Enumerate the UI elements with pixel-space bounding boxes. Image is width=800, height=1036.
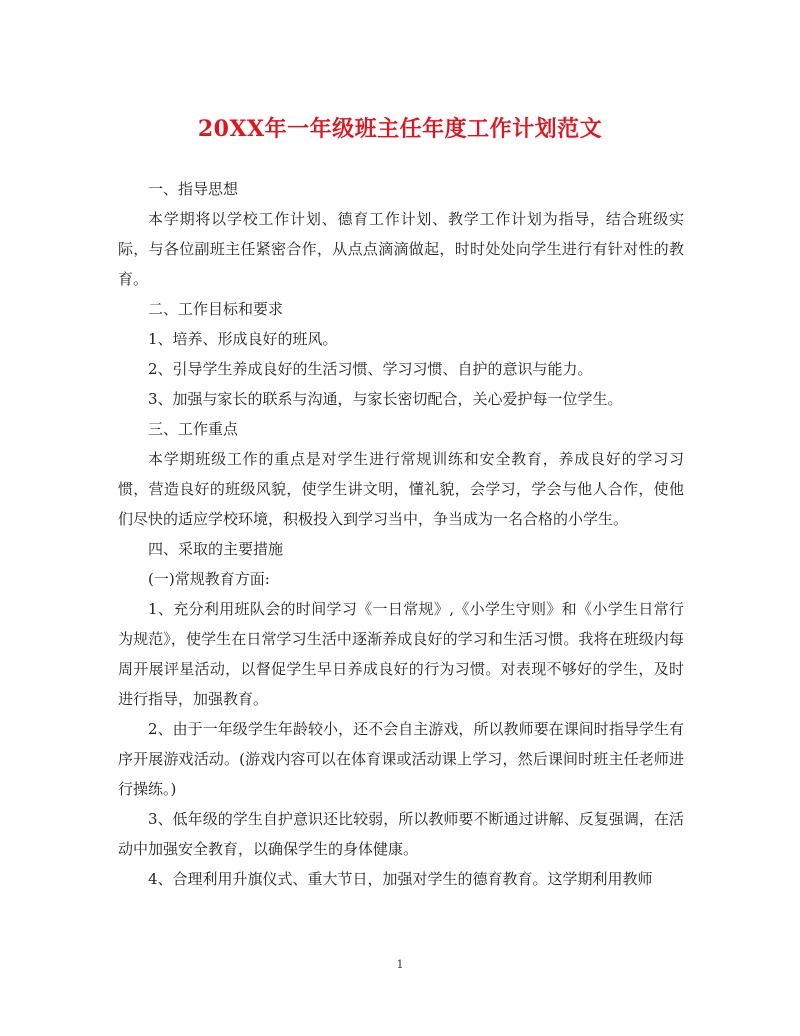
list-item-goal-3: 3、加强与家长的联系与沟通，与家长密切配合，关心爱护每一位学生。 (148, 390, 623, 408)
list-item-goal-2: 2、引导学生养成良好的生活习惯、学习习惯、自护的意识与能力。 (148, 360, 593, 378)
list-item-measure-4: 4、合理利用升旗仪式、重大节日，加强对学生的德育教育。这学期利用教师 (148, 870, 653, 888)
document-body (118, 174, 684, 894)
section-heading-measures: 四、采取的主要措施 (148, 540, 284, 558)
list-item-measure-3: 3、低年级的学生自护意识还比较弱，所以教师要不断通过讲解、反复强调，在活动中加强安全教育，以确保学生的身体健康。 (118, 810, 684, 858)
paragraph-focus: 本学期班级工作的重点是对学生进行常规训练和安全教育，养成良好的学习习惯，营造良好的班级风貌，使学生讲文明，懂礼貌，会学习，学会与他人合作，使他们尽快的适应学校环境，积极投入到学习当中，争当成为一名合格的小学生。 (118, 450, 684, 528)
subsection-heading-routine-education: (一)常规教育方面: (148, 570, 270, 588)
section-heading-goals: 二、工作目标和要求 (148, 300, 284, 318)
list-item-measure-1: 1、充分利用班队会的时间学习《一日常规》,《小学生守则》和《小学生日常行为规范》，使学生在日常学习生活中逐渐养成良好的学习和生活习惯。我将在班级内每周开展评星活动，以督促学生早日养成良好的行为习惯。对表现不够好的学生，及时进行指导，加强教育。 (118, 600, 684, 708)
list-item-measure-2: 2、由于一年级学生年龄较小，还不会自主游戏，所以教师要在课间时指导学生有序开展游戏活动。(游戏内容可以在体育课或活动课上学习，然后课间时班主任老师进行操练。) (118, 720, 684, 798)
document-title: 20XX年一年级班主任年度工作计划范文 (197, 116, 603, 142)
page-number: 1 (396, 958, 404, 971)
section-heading-focus: 三、工作重点 (148, 420, 239, 438)
paragraph-guiding-ideology: 本学期将以学校工作计划、德育工作计划、教学工作计划为指导，结合班级实际，与各位副班主任紧密合作，从点点滴滴做起，时时处处向学生进行有针对性的教育。 (118, 210, 684, 288)
list-item-goal-1: 1、培养、形成良好的班风。 (148, 330, 338, 348)
section-heading-guiding-ideology: 一、指导思想 (148, 180, 239, 198)
